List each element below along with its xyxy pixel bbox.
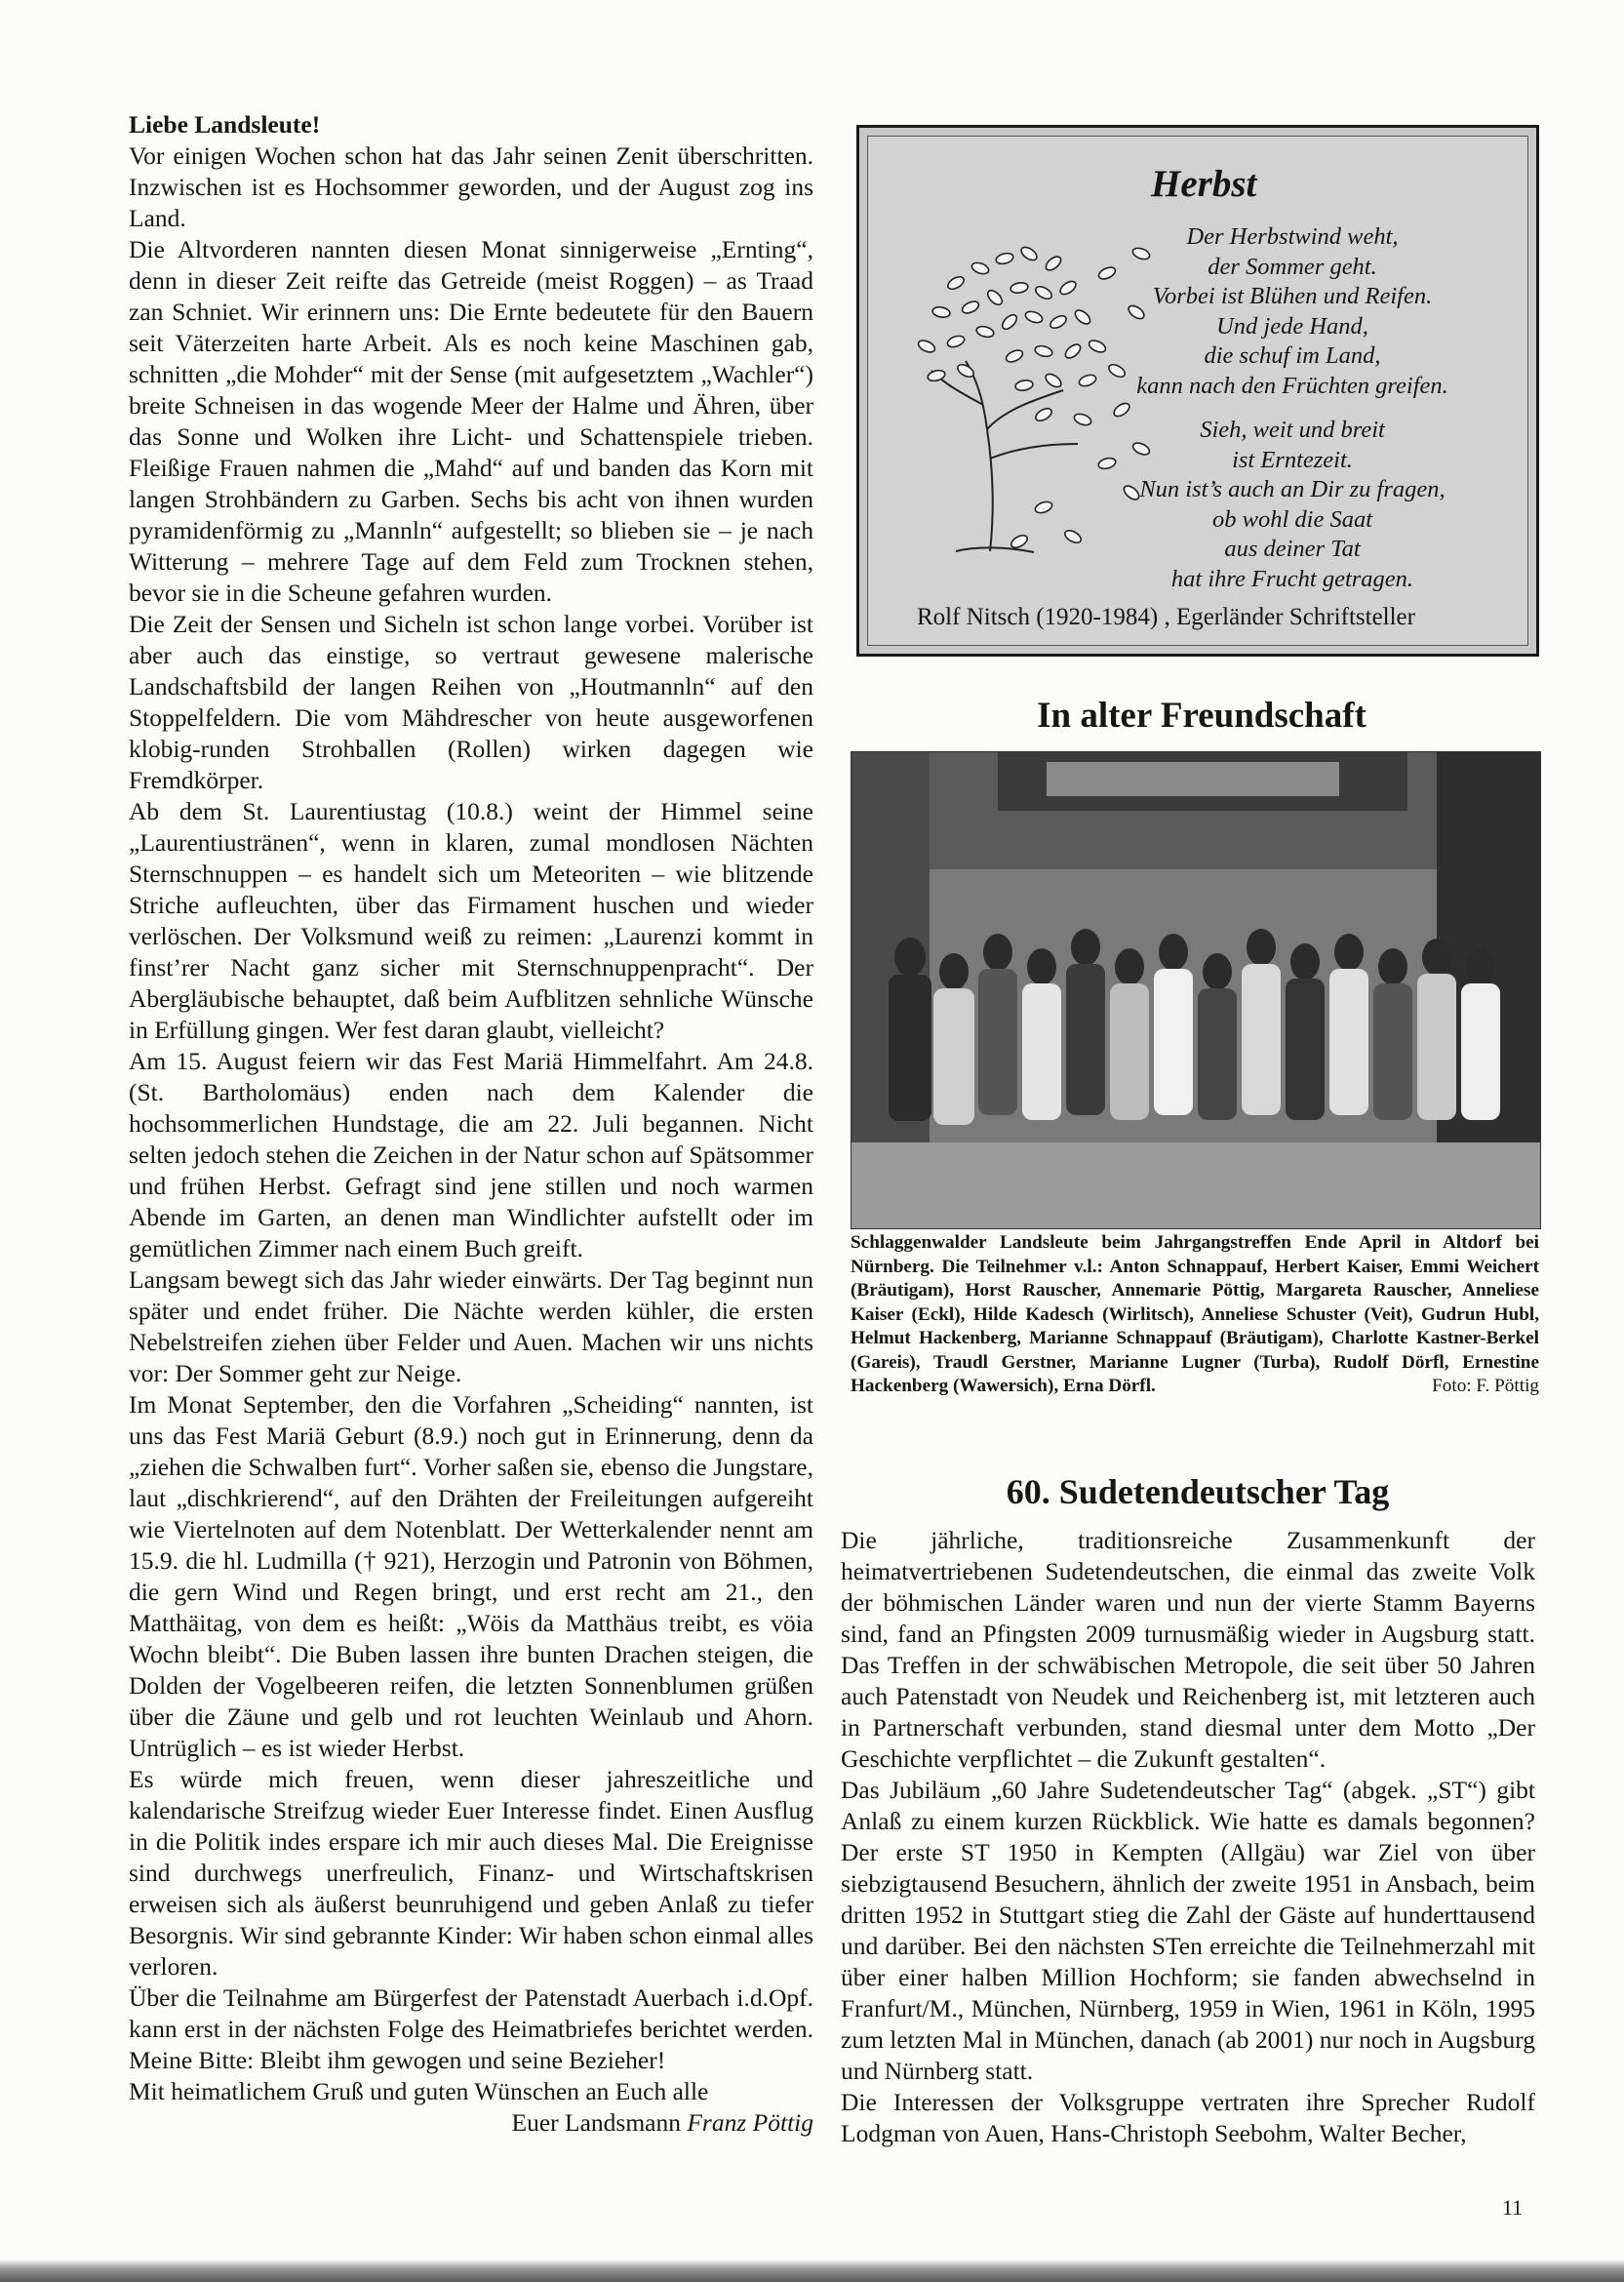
- letter-paragraph: Es würde mich freuen, wenn dieser jahreszeitliche und kalendarische Streifzug wieder Euer Interesse findet. Einen Ausflug in die Politik indes erspare ich mir auch dieses Mal. Die Ereignisse sind durchwegs unerfreulich, Finanz- und Wirtschaftskrisen erweisen sich als äußerst beunruhigend und geben Anlaß zu tiefer Besorgnis. Wir sind gebrannte Kinder: Wir haben schon einmal alles verloren.: [129, 1765, 813, 1981]
- letter-signature: [129, 2107, 813, 2139]
- signature-prefix: Euer Landsmann: [511, 2108, 681, 2137]
- poem-line: Und jede Hand,: [1216, 312, 1368, 340]
- article-paragraph: Die Interessen der Volksgruppe vertraten ihre Sprecher Rudolf Lodgman von Auen, Hans-Christoph Seebohm, Walter Becher,: [841, 2088, 1535, 2147]
- page-number: 11: [1502, 2195, 1524, 2220]
- poem-line: ist Erntezeit.: [1232, 446, 1353, 473]
- poem-text: [1092, 222, 1492, 594]
- article-body: [841, 1525, 1535, 2149]
- letter-closing: Mit heimatlichem Gruß und guten Wünschen an Euch alle: [129, 2077, 709, 2105]
- letter-paragraph: Die Zeit der Sensen und Sicheln ist schon lange vorbei. Vorüber ist aber auch das einstige, so vertraut gewesene malerische Landschaftsbild der langen Reihen von „Houtmannln“ auf den Stoppelfeldern. Die vom Mähdrescher von heute ausgeworfenen klobig-runden Strohballen (Rollen) wirken dagegen wie Fremdkörper.: [129, 610, 813, 794]
- group-photo-image: [852, 752, 1540, 1228]
- letter-paragraph: Ab dem St. Laurentiustag (10.8.) weint der Himmel seine „Laurentiustränen“, wenn in klaren, zumal mondlosen Nächten Sternschnuppen – es handelt sich um Meteoriten – wie blitzende Striche aufleuchten, über das Firmament huschen und wieder verlöschen. Der Volksmund weiß zu reimen: „Laurenzi kommt in finst’rer Nacht ganz sicher mit Sternschnuppenpracht“. Der Abergläubische behauptet, daß beim Aufblitzen sehnliche Wünsche in Erfüllung gingen. Wer fest daran glaubt, vielleicht?: [129, 797, 813, 1044]
- article-paragraph: Die jährliche, traditionsreiche Zusammenkunft der heimatvertriebenen Sudetendeutschen, die einmal das zweite Volk der böhmischen Länder waren und nun der vierte Stamm Bayerns sind, fand an Pfingsten 2009 turnusmäßig wieder in Augsburg statt. Das Treffen in der schwäbischen Metropole, die seit über 50 Jahren auch Patenstadt von Neudek und Reichenberg ist, mit letzteren auch in Partnerschaft verbunden, stand diesmal unter dem Motto „Der Geschichte verpflichtet – die Zukunft gestalten“.: [841, 1526, 1535, 1773]
- photo-credit: Foto: F. Pöttig: [1432, 1376, 1539, 1396]
- letter-paragraph: Im Monat September, den die Vorfahren „Scheiding“ nannten, ist uns das Fest Mariä Geburt (8.9.) noch gut in Erinnerung, denn da „ziehen die Schwalben furt“. Vorher saßen sie, ebenso die Jungstare, laut „dischkrierend“, auf den Drähten der Freileitungen aufgereiht wie Viertelnoten auf dem Notenblatt. Der Wetterkalender nennt am 15.9. die hl. Ludmilla († 921), Herzogin und Patronin von Böhmen, die gern Wind und Regen bringt, und erst recht am 21., den Matthäitag, von dem es heißt: „Wöis da Matthäus treibt, es vöia Wochn bleibt“. Die Buben lassen ihre bunten Drachen steigen, die Dolden der Vogelbeeren reifen, die letzten Sonnenblumen grüßen über die Zäune und gelb und rot leuchten Weinlaub und Ahorn. Untrüglich – es ist wieder Herbst.: [129, 1390, 813, 1762]
- article-headline: 60. Sudetendeutscher Tag: [1006, 1472, 1390, 1511]
- poem-line: Nun ist’s auch an Dir zu fragen,: [1139, 476, 1446, 502]
- letter-column: [129, 109, 813, 2139]
- letter-paragraph: Die Altvorderen nannten diesen Monat sinnigerweise „Ernting“, denn in dieser Zeit reifte das Getreide (meist Roggen) – as Traad zan Schniet. Wir erinnern uns: Die Ernte bedeutete für den Bauern seit Väterzeiten harte Arbeit. Als es noch keine Maschinen gab, schnitten „die Mohder“ mit der Sense (mit aufgesetztem „Wachler“) breite Schneisen in das wogende Meer der Halme und Ähren, über das Sonne und Wolken ihre Licht- und Schattenspiele trieben. Fleißige Frauen nahmen die „Mahd“ auf und banden das Korn mit langen Strohbändern zu Garben. Sechs bis acht von ihnen wurden pyramidenförmig zu „Mannln“ aufgestellt; so blieben sie – je nach Witterung – mehrere Tage auf dem Feld zum Trocknen stehen, bevor sie in die Scheune gefahren wurden.: [129, 235, 813, 607]
- scan-edge-shadow: [0, 2260, 1624, 2282]
- caption-text: Schlaggenwalder Landsleute beim Jahrgangstreffen Ende April in Altdorf bei Nürnberg. Die Teilnehmer v.l.: Anton Schnappauf, Herbert Kaiser, Emmi Weichert (Bräutigam), Horst Rauscher, Annemarie Pöttig, Margareta Rauscher, Anneliese Kaiser (Eckl), Hilde Kadesch (Wirlitsch), Anneliese Schuster (Veit), Gudrun Hubl, Helmut Hackenberg, Marianne Schnappauf (Bräutigam), Charlotte Kastner-Berkel (Gareis), Traudl Gerstner, Marianne Lugner (Turba), Rudolf Dörfl, Ernestine Hackenberg (Wawersich), Erna Dörfl.: [851, 1232, 1539, 1396]
- letter-paragraph: Am 15. August feiern wir das Fest Mariä Himmelfahrt. Am 24.8. (St. Bartholomäus) enden nach dem Kalender die hochsommerlichen Hundstage, die am 22. Juli begannen. Nicht selten jedoch stehen die Zeichen in der Natur schon auf Spätsommer und frühen Herbst. Gefragt sind jene stillen und noch warmen Abende im Garten, an denen man Windlichter aufstellt oder im gemütlichen Zimmer nach einem Buch greift.: [129, 1047, 813, 1262]
- poem-title: Herbst: [1151, 163, 1257, 205]
- poem-line: der Sommer geht.: [1208, 253, 1377, 280]
- letter-paragraph: Langsam bewegt sich das Jahr wieder einwärts. Der Tag beginnt nun später und endet früher. Die Nächte werden kühler, die ersten Nebelstreifen ziehen über Felder und Auen. Machen wir uns nichts vor: Der Sommer geht zur Neige.: [129, 1265, 813, 1387]
- poem-line: ob wohl die Saat: [1211, 505, 1372, 533]
- poem-line: Vorbei ist Blühen und Reifen.: [1152, 283, 1433, 309]
- letter-greeting: Liebe Landsleute!: [129, 110, 321, 139]
- poem-line: hat ihre Frucht getragen.: [1170, 565, 1414, 592]
- signature-name: Franz Pöttig: [687, 2108, 813, 2137]
- letter-paragraph: Über die Teilnahme am Bürgerfest der Patenstadt Auerbach i.d.Opf. kann erst in der nächsten Folge des Heimatbriefes berichtet werden. Meine Bitte: Bleibt ihm gewogen und seine Bezieher!: [129, 1983, 813, 2074]
- photo-caption: [851, 1231, 1539, 1399]
- poem-author: Rolf Nitsch (1920-1984) , Egerländer Schriftsteller: [917, 604, 1415, 630]
- group-photo: [851, 751, 1541, 1229]
- poem-box: [856, 125, 1539, 657]
- poem-line: Sieh, weit und breit: [1200, 417, 1385, 443]
- letter-paragraph: Vor einigen Wochen schon hat das Jahr seinen Zenit überschritten. Inzwischen ist es Hochsommer geworden, und der August zog ins Land.: [129, 141, 813, 232]
- poem-line: kann nach den Früchten greifen.: [1136, 372, 1448, 399]
- article-headline: In alter Freundschaft: [1037, 696, 1367, 736]
- article-paragraph: Das Jubiläum „60 Jahre Sudetendeutscher Tag“ (abgek. „ST“) gibt Anlaß zu einem kurzen Rückblick. Wie hatte es damals begonnen? Der erste ST 1950 in Kempten (Allgäu) war Ziel von über siebzigtausend Besuchern, ähnlich der zweite 1951 in Ansbach, beim dritten 1952 in Stuttgart stieg die Zahl der Gäste auf hunderttausend und darüber. Bei den nächsten STen erreichte die Teilnehmerzahl mit über einer halben Million Hochform; sie fanden abwechselnd in Franfurt/M., München, Nürnberg, 1959 in Wien, 1961 in Köln, 1995 zum letzten Mal in München, danach (ab 2001) nur noch in Augsburg und Nürnberg statt.: [841, 1776, 1535, 2085]
- poem-line: die schuf im Land,: [1204, 342, 1381, 369]
- poem-line: aus deiner Tat: [1224, 536, 1361, 562]
- poem-line: Der Herbstwind weht,: [1186, 223, 1399, 250]
